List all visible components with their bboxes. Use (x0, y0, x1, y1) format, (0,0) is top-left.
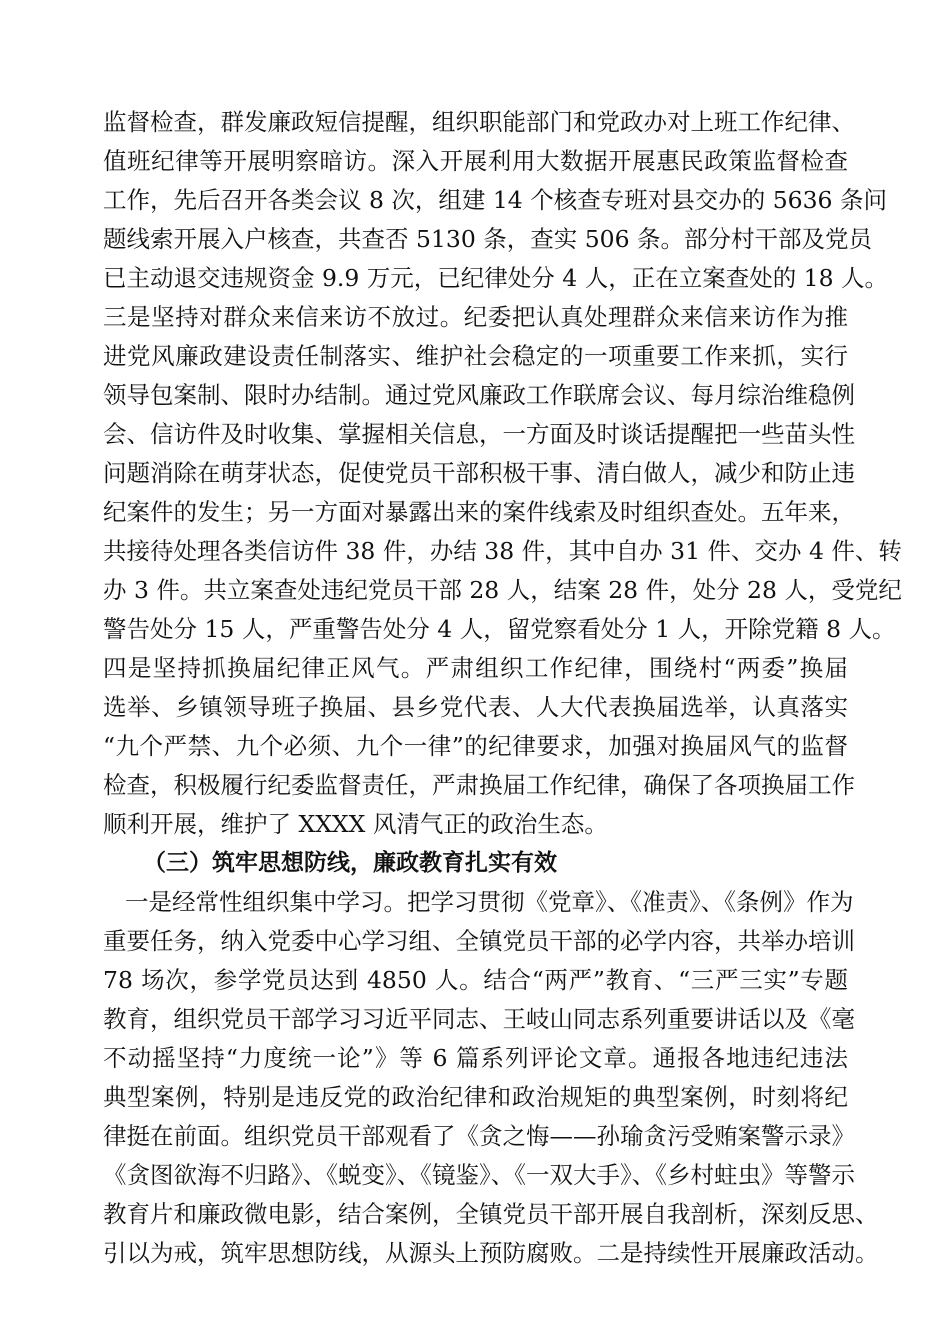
paragraph-line: 78 场次，参学党员达到 4850 人。结合“两严”教育、“三严三实”专题 (103, 966, 848, 994)
paragraph-line: 选举、乡镇领导班子换届、县乡党代表、人大代表换届选举，认真落实 (103, 693, 848, 721)
paragraph-line: 顺利开展，维护了 XXXX 风清气正的政治生态。 (103, 810, 608, 838)
paragraph-line: 题线索开展入户核查，共查否 5130 条，查实 506 条。部分村干部及党员 (103, 225, 873, 253)
paragraph-line: 教育，组织党员干部学习习近平同志、王岐山同志系列重要讲话以及《毫 (103, 1005, 855, 1033)
paragraph-line: 一是经常性组织集中学习。把学习贯彻《党章》、《准责》、《条例》作为 (125, 888, 854, 916)
paragraph-line: 教育片和廉政微电影，结合案例，全镇党员干部开展自我剖析，深刻反思、 (103, 1200, 879, 1228)
paragraph-line: 工作，先后召开各类会议 8 次，组建 14 个核查专班对县交办的 5636 条问 (103, 186, 887, 214)
paragraph-line: “九个严禁、九个必须、九个一律”的纪律要求，加强对换届风气的监督 (103, 732, 848, 760)
paragraph-line: 三是坚持对群众来信来访不放过。纪委把认真处理群众来信来访作为推 (103, 303, 848, 331)
paragraph-line: 进党风廉政建设责任制落实、维护社会稳定的一项重要工作来抓，实行 (103, 342, 848, 370)
paragraph-line: 典型案例，特别是违反党的政治纪律和政治规矩的典型案例，时刻将纪 (103, 1083, 848, 1111)
paragraph-line: 不动摇坚持“力度统一论”》等 6 篇系列评论文章。通报各地违纪违法 (103, 1044, 848, 1072)
paragraph-line: 问题消除在萌芽状态，促使党员干部积极干事、清白做人，减少和防止违 (103, 459, 855, 487)
paragraph-line: 重要任务，纳入党委中心学习组、全镇党员干部的必学内容，共举办培训 (103, 927, 855, 955)
section-heading: （三）筑牢思想防线，廉政教育扎实有效 (143, 850, 557, 876)
paragraph-line: 领导包案制、限时办结制。通过党风廉政工作联席会议、每月综治维稳例 (103, 381, 855, 409)
paragraph-line: 引以为戒，筑牢思想防线，从源头上预防腐败。二是持续性开展廉政活动。 (103, 1239, 879, 1267)
paragraph-line: 共接待处理各类信访件 38 件，办结 38 件，其中自办 31 件、交办 4 件、转 (103, 537, 902, 565)
paragraph-line: 四是坚持抓换届纪律正风气。严肃组织工作纪律，围绕村“两委”换届 (103, 654, 848, 682)
paragraph-line: 律挺在前面。组织党员干部观看了《贪之悔——孙瑜贪污受贿案警示录》 (103, 1122, 855, 1150)
paragraph-line: 《贪图欲海不归路》、《蜕变》、《镜鉴》、《一双大手》、《乡村蛀虫》等警示 (103, 1161, 855, 1189)
paragraph-line: 已主动退交违规资金 9.9 万元，已纪律处分 4 人，正在立案查处的 18 人。 (103, 264, 889, 292)
paragraph-line: 纪案件的发生；另一方面对暴露出来的案件线索及时组织查处。五年来， (103, 498, 855, 526)
paragraph-line: 检查，积极履行纪委监督责任，严肃换届工作纪律，确保了各项换届工作 (103, 771, 855, 799)
paragraph-line: 值班纪律等开展明察暗访。深入开展利用大数据开展惠民政策监督检查 (103, 147, 848, 175)
paragraph-line: 警告处分 15 人，严重警告处分 4 人，留党察看处分 1 人，开除党籍 8 人。 (103, 615, 896, 643)
paragraph-line: 会、信访件及时收集、掌握相关信息，一方面及时谈话提醒把一些苗头性 (103, 420, 855, 448)
document-body (103, 103, 902, 1273)
paragraph-line: 监督检查，群发廉政短信提醒，组织职能部门和党政办对上班工作纪律、 (103, 108, 855, 136)
paragraph-line: 办 3 件。共立案查处违纪党员干部 28 人，结案 28 件，处分 28 人，受党纪 (103, 576, 902, 604)
